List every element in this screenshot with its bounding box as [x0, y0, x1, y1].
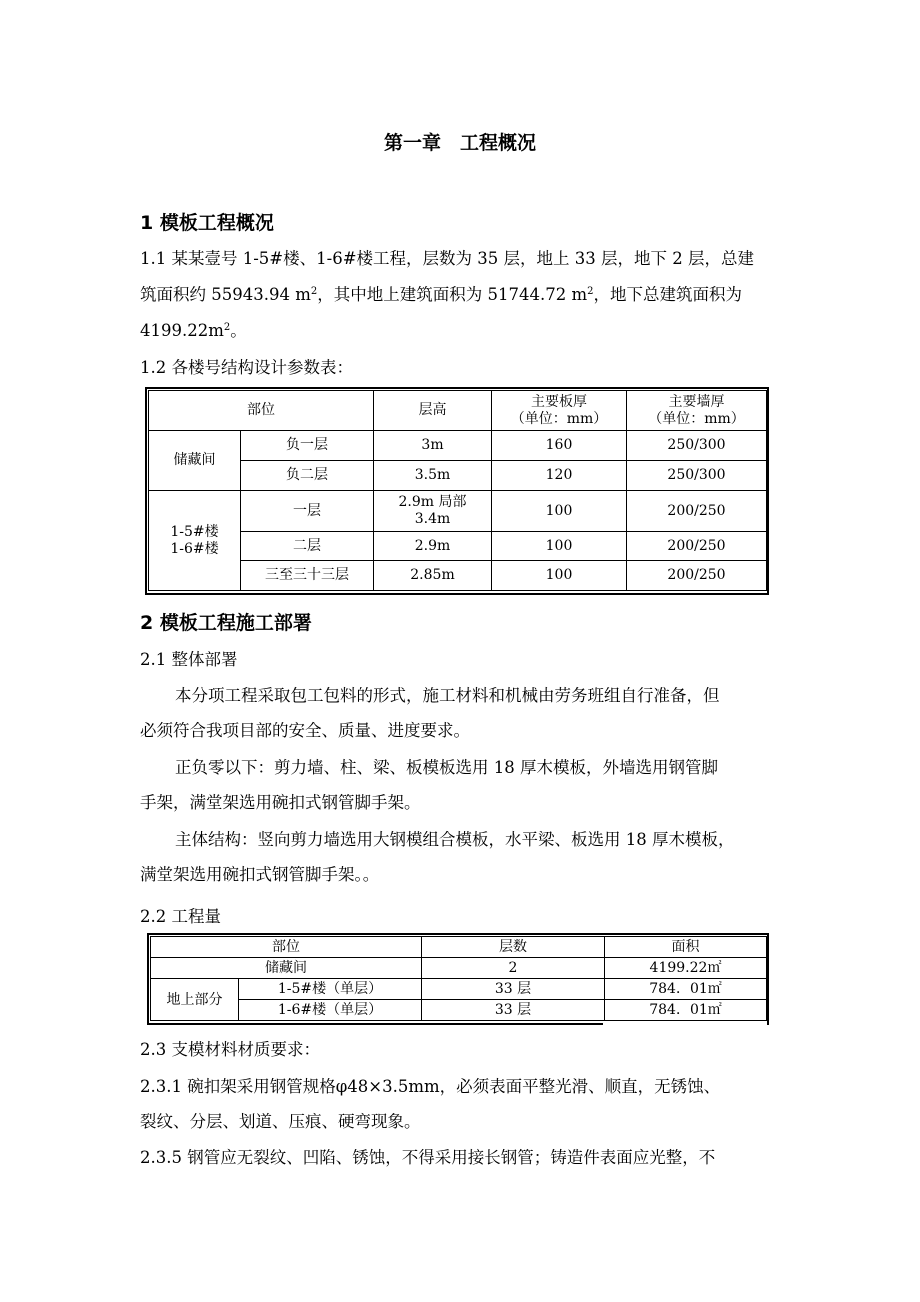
paragraph-1-1-line-1: 1.1 某某壹号 1-5#楼、1-6#楼工程，层数为 35 层，地上 33 层，地下 2 层，总建	[140, 249, 754, 268]
header-area: 面积	[605, 937, 767, 958]
header-slab: 主要板厚 （单位：mm）	[492, 391, 627, 431]
cell-height: 3.5m	[374, 461, 492, 491]
paragraph-line: 必须符合我项目部的安全、质量、进度要求。	[140, 721, 470, 740]
subsection-2-1: 2.1 整体部署	[140, 650, 238, 669]
cell-area: 784．01㎡	[605, 1000, 767, 1021]
group-above-ground: 地上部分	[151, 979, 239, 1021]
paragraph-line: 裂纹、分层、划道、压痕、硬弯现象。	[140, 1112, 421, 1131]
table-row	[151, 958, 767, 979]
cell-floors: 33 层	[422, 1000, 605, 1021]
header-part: 部位	[151, 937, 422, 958]
cell-area: 4199.22㎡	[605, 958, 767, 979]
paragraph-line: 2.3.1 碗扣架采用钢管规格φ48×3.5mm，必须表面平整光滑、顺直，无锈蚀、	[140, 1077, 721, 1096]
cell-sub: 1-5#楼（单层）	[239, 979, 422, 1000]
cell-floors: 33 层	[422, 979, 605, 1000]
cell-floor: 一层	[241, 491, 374, 532]
table-row	[151, 979, 767, 1000]
cell-floor: 负一层	[241, 431, 374, 461]
paragraph-line: 主体结构：竖向剪力墙选用大钢模组合模板，水平梁、板选用 18 厚木模板，	[175, 830, 735, 849]
cell-height: 2.85m	[374, 561, 492, 591]
paragraph-line: 手架，满堂架选用碗扣式钢管脚手架。	[140, 793, 421, 812]
header-floors: 层数	[422, 937, 605, 958]
cell-part: 储藏间	[151, 958, 422, 979]
paragraph-line: 满堂架选用碗扣式钢管脚手架。。	[140, 865, 380, 884]
cell-floor: 二层	[241, 532, 374, 561]
table-row	[151, 1000, 767, 1021]
cell-height: 3m	[374, 431, 492, 461]
cell-slab: 120	[492, 461, 627, 491]
paragraph-1-1-line-3: $4199.22m^2$。	[140, 321, 247, 340]
table-row	[149, 431, 767, 461]
paragraph-line: 2.3.5 钢管应无裂纹、凹陷、锈蚀，不得采用接长钢管；铸造件表面应光整，不	[140, 1148, 716, 1167]
cell-area: 784．01㎡	[605, 979, 767, 1000]
paragraph-line: 正负零以下：剪力墙、柱、梁、板模板选用 18 厚木模板，外墙选用钢管脚	[175, 758, 718, 777]
paragraph-line: 本分项工程采取包工包料的形式，施工材料和机械由劳务班组自行准备，但	[175, 686, 720, 705]
cell-wall: 250/300	[627, 431, 767, 461]
section-1-heading: 1 模板工程概况	[140, 212, 274, 234]
cell-wall: 200/250	[627, 491, 767, 532]
table-header-row	[151, 937, 767, 958]
cell-wall: 200/250	[627, 561, 767, 591]
section-2-heading: 2 模板工程施工部署	[140, 612, 312, 634]
cell-slab: 160	[492, 431, 627, 461]
cell-floor: 三至三十三层	[241, 561, 374, 591]
subsection-2-3: 2.3 支模材料材质要求：	[140, 1040, 320, 1059]
table-header-row	[149, 391, 767, 431]
cell-slab: 100	[492, 561, 627, 591]
structure-parameter-table	[148, 390, 767, 591]
cell-sub: 1-6#楼（单层）	[239, 1000, 422, 1021]
cell-floor: 负二层	[241, 461, 374, 491]
cell-wall: 250/300	[627, 461, 767, 491]
paragraph-1-1-line-2: 筑面积约 55943.94 $m^2$，其中地上建筑面积为 51744.72 $m^2$，地下总建筑面积为	[140, 285, 742, 304]
header-height: 层高	[374, 391, 492, 431]
table-row	[149, 561, 767, 591]
table-row	[149, 461, 767, 491]
chapter-title: 第一章 工程概况	[383, 132, 536, 154]
table-2-bottom-border	[147, 1023, 603, 1025]
cell-height: 2.9m 局部 3.4m	[374, 491, 492, 532]
cell-wall: 200/250	[627, 532, 767, 561]
table-row	[149, 532, 767, 561]
cell-floors: 2	[422, 958, 605, 979]
paragraph-1-2: 1.2 各楼号结构设计参数表：	[140, 358, 353, 377]
subsection-2-2: 2.2 工程量	[140, 907, 221, 926]
quantity-table	[150, 936, 767, 1021]
header-wall: 主要墙厚 （单位：mm）	[627, 391, 767, 431]
table-row	[149, 491, 767, 532]
group-storage: 储藏间	[149, 431, 241, 491]
cell-height: 2.9m	[374, 532, 492, 561]
cell-slab: 100	[492, 491, 627, 532]
cell-slab: 100	[492, 532, 627, 561]
header-part: 部位	[149, 391, 374, 431]
group-buildings: 1-5#楼 1-6#楼	[149, 491, 241, 591]
